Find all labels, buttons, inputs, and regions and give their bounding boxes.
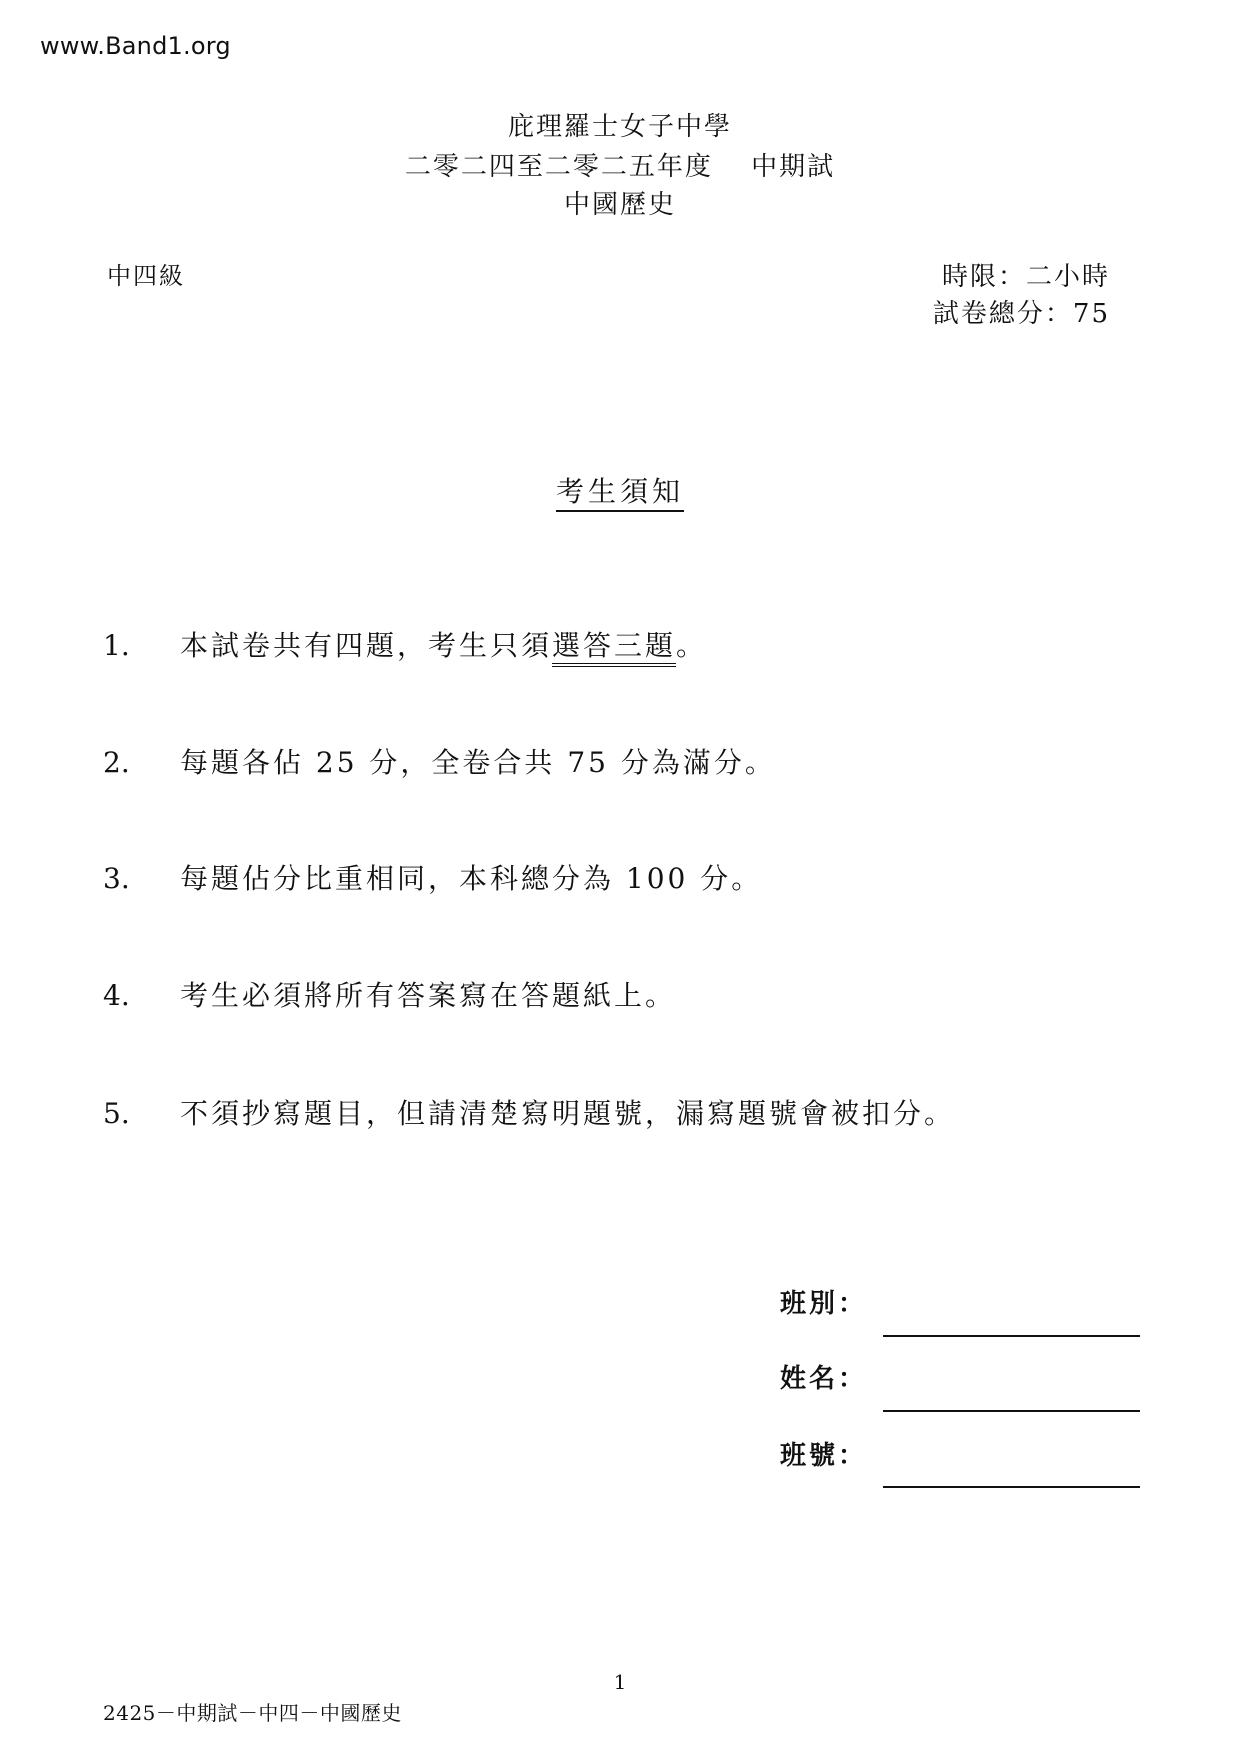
class-number-label: 班號： (780, 1441, 868, 1471)
instruction-number: 1. (103, 629, 130, 662)
instruction-item (103, 624, 707, 664)
name-input-line[interactable] (883, 1410, 1140, 1412)
instruction-number: 5. (103, 1097, 130, 1130)
grade-level: 中四級 (107, 262, 185, 290)
instruction-text: 考生必須將所有答案寫在答題紙上。 (180, 979, 677, 1012)
school-name: 庇理羅士女子中學 (507, 112, 732, 142)
instruction-item (103, 1092, 955, 1132)
instruction-item (103, 857, 762, 897)
class-input-line[interactable] (883, 1335, 1140, 1337)
footer-code: 2425－中期試－中四－中國歷史 (103, 1701, 402, 1725)
notice-title-text: 考生須知 (556, 475, 684, 512)
instruction-text: 每題各佔 25 分，全卷合共 75 分為滿分。 (180, 746, 776, 779)
watermark-url: www.Band1.org (40, 32, 231, 60)
instruction-number: 3. (103, 862, 130, 895)
instruction-number: 4. (103, 979, 130, 1012)
instruction-number: 2. (103, 746, 130, 779)
page-number: 1 (613, 1670, 627, 1694)
notice-title (0, 470, 1240, 510)
class-number-input-line[interactable] (883, 1486, 1140, 1488)
instruction-item (103, 974, 676, 1014)
instruction-text: 每題佔分比重相同，本科總分為 100 分。 (180, 862, 763, 895)
class-label: 班別： (780, 1289, 868, 1319)
exam-year-title: 二零二四至二零二五年度 中期試 (404, 152, 836, 182)
instruction-text: 本試卷共有四題，考生只須 (180, 629, 553, 662)
subject-title: 中國歷史 (563, 190, 676, 220)
time-limit: 時限：二小時 (941, 262, 1110, 292)
instruction-item (103, 741, 776, 781)
total-marks: 試卷總分：75 (932, 299, 1110, 329)
instruction-emphasis: 選答三題 (552, 629, 676, 667)
instruction-text-end: 。 (676, 629, 708, 662)
name-label: 姓名： (780, 1364, 868, 1394)
instruction-text: 不須抄寫題目，但請清楚寫明題號，漏寫題號會被扣分。 (180, 1097, 956, 1130)
